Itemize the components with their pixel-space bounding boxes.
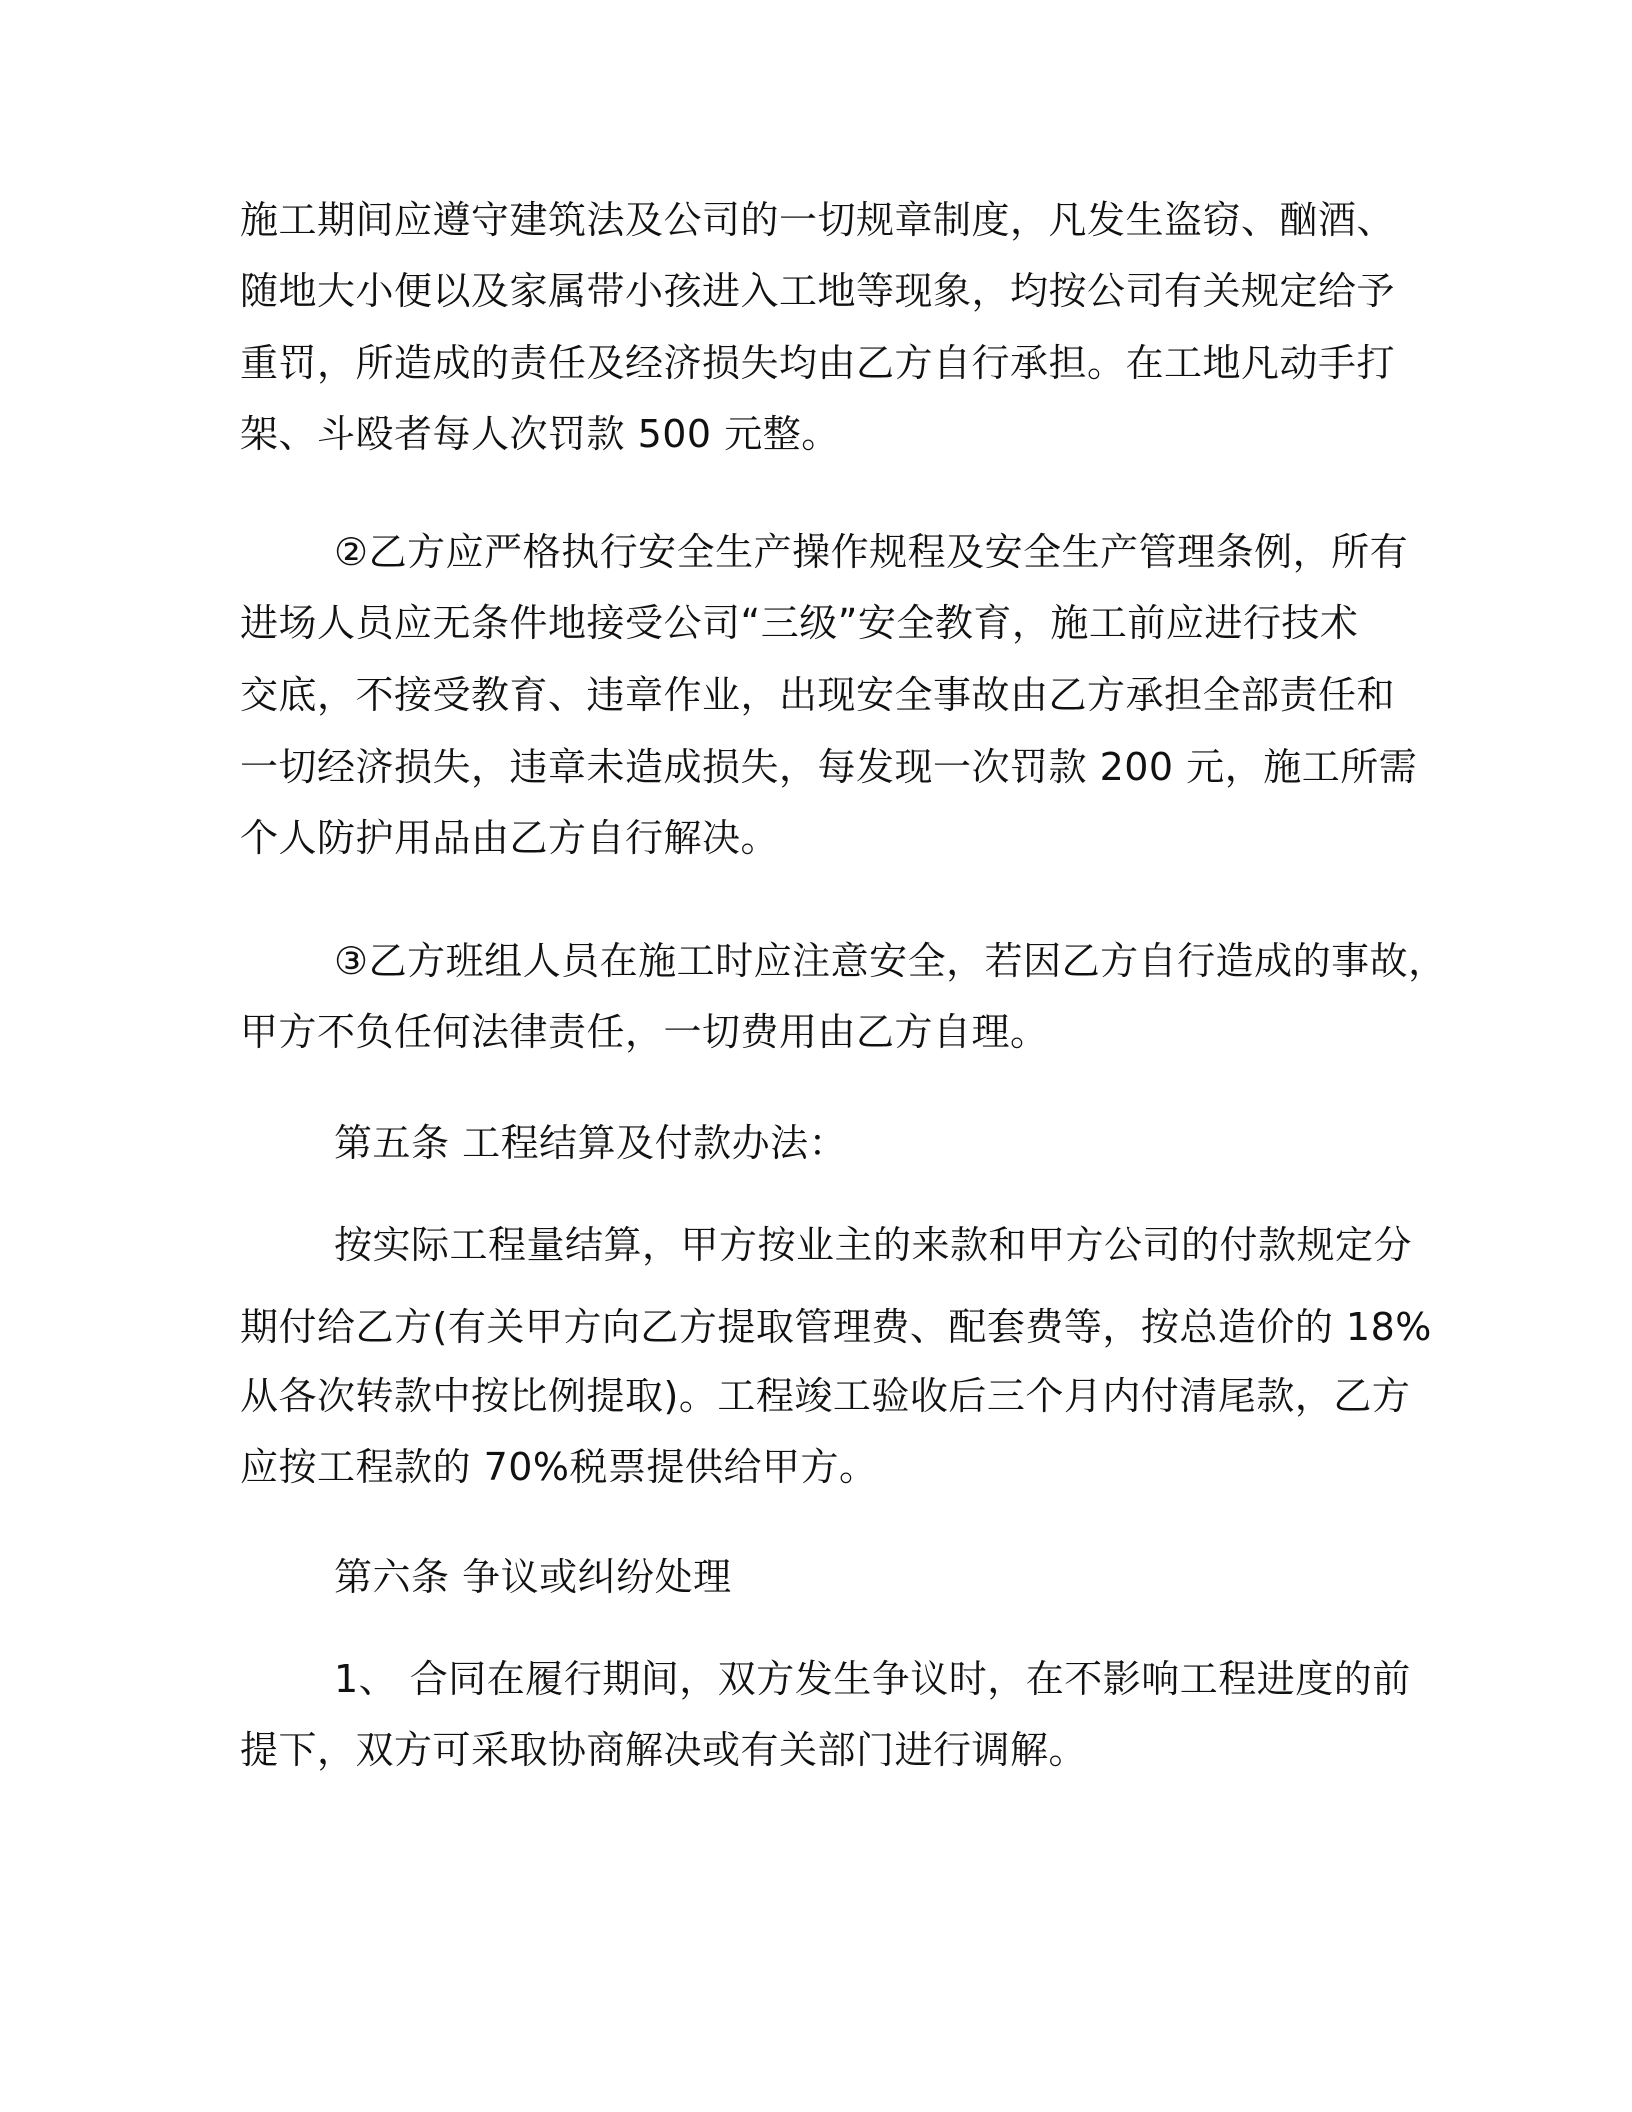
text-line: 一切经济损失，违章未造成损失，每发现一次罚款 200 元，施工所需 [240,745,1418,789]
text-line: ②乙方应严格执行安全生产操作规程及安全生产管理条例，所有 [334,530,1409,574]
text-line: 重罚，所造成的责任及经济损失均由乙方自行承担。在工地凡动手打 [240,341,1396,385]
paragraph-team-safety [240,939,1447,1054]
text-line: 第六条 争议或纠纷处理 [334,1555,732,1599]
text-line: 第五条 工程结算及付款办法： [334,1121,848,1165]
article-six-heading [240,1555,1400,1599]
text-line: 提下，双方可采取协商解决或有关部门进行调解。 [240,1728,1088,1772]
text-line: 交底，不接受教育、违章作业，出现安全事故由乙方承担全部责任和 [240,673,1396,717]
text-line: ③乙方班组人员在施工时应注意安全，若因乙方自行造成的事故， [334,939,1447,983]
text-line: 施工期间应遵守建筑法及公司的一切规章制度，凡发生盗窃、酗酒、 [240,198,1396,242]
paragraph-conduct-rules [240,198,1400,456]
text-line: 按实际工程量结算，甲方按业主的来款和甲方公司的付款规定分 [334,1223,1413,1267]
paragraph-safety-regulations [240,530,1418,860]
text-line: 架、斗殴者每人次罚款 500 元整。 [240,412,840,456]
text-line: 进场人员应无条件地接受公司“三级”安全教育，施工前应进行技术 [240,601,1359,645]
text-line: 甲方不负任何法律责任，一切费用由乙方自理。 [240,1010,1049,1054]
text-line: 随地大小便以及家属带小孩进入工地等现象，均按公司有关规定给予 [240,269,1396,313]
text-line: 个人防护用品由乙方自行解决。 [240,816,780,860]
text-line: 从各次转款中按比例提取)。工程竣工验收后三个月内付清尾款，乙方 [240,1374,1411,1418]
article-five-heading [240,1121,1400,1165]
text-line: 期付给乙方(有关甲方向乙方提取管理费、配套费等，按总造价的 18% [240,1305,1432,1349]
paragraph-settlement-payment [240,1223,1432,1489]
text-line: 应按工程款的 70%税票提供给甲方。 [240,1445,878,1489]
text-line: 1、 合同在履行期间，双方发生争议时，在不影响工程进度的前 [334,1657,1411,1701]
paragraph-dispute-clause-1 [240,1657,1411,1772]
